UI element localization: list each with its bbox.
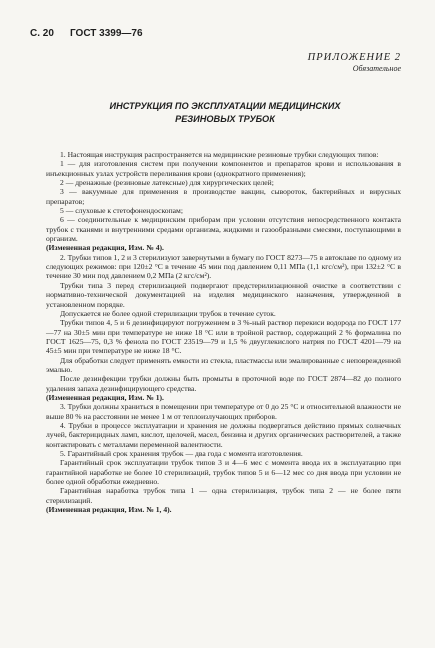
paragraph: Гарантийный срок эксплуатации трубок типов 3 и 4—6 мес с момента ввода их в эксплуатацию при гарантийной наработке не более 10 стерилизаций, трубок типов 5 и 6—12 мес со дня ввода при условии не более одной обработки ежедневно. [46,458,401,487]
paragraph: 2 — дренажные (резиновые латексные) для хирургических целей; [60,178,274,188]
document-title [40,100,410,126]
paragraph: 1. Настоящая инструкция распространяется на медицинские резиновые трубки следующих типов: [60,150,379,159]
appendix-title: ПРИЛОЖЕНИЕ 2 [307,52,401,63]
page-number: С. 20 [30,28,54,39]
paragraph: 3. Трубки должны храниться в помещении при температуре от 0 до 25 °С и относительной влажности не выше 80 % на расстоянии не менее 1 м от теплоизлучающих приборов. [46,402,401,421]
paragraph: После дезинфекции трубки должны быть промыты в проточной воде по ГОСТ 2874—82 до полного удаления запаха дезинфицирующего средства. [46,374,401,393]
paragraph: 4. Трубки в процессе эксплуатации и хранения не должны подвергаться действию прямых солнечных лучей, бактерицидных ламп, кислот, щелочей, масел, бензина и других органических растворителей, а также контактировать с металлами переменной валентности. [46,420,401,449]
paragraph: Для обработки следует применять емкости из стекла, пластмассы или эмалированные с неповрежденной эмалью. [46,355,401,374]
paragraph: 1 — для изготовления систем при получении компонентов и препаратов крови и использования в инъекционных узлах устройств переливания крови (однократного применения); [46,159,401,178]
paragraph: 5 — слуховые к стетофонендоскопам; [60,206,183,216]
paragraph: 6 — соединительные к медицинским приборам при условии отсутствия непосредственного контакта трубок с тканями и внутренними средами организма, жидкими и газообразными смесями, поступающими в организм. [46,215,401,244]
revision-note: (Измененная редакция, Изм. № 1, 4). [46,505,172,515]
paragraph: Допускается не более одной стерилизации трубок в течение суток. [60,308,276,318]
paragraph: Трубки типов 4, 5 и 6 дезинфицируют погружением в 3 %-ный раствор перекиси водорода по ГОСТ 177—77 на 30±5 мин при температуре не ниже 18 °С или в тройной раствор, содержащий 2 % формалина по ГОСТ 1625—75, 0,3 % фенола по ГОСТ 23519—79 и 1,5 % двууглекислого натрия по ГОСТ 4201—79 на 45±5 мин при температуре не ниже 18 °С. [46,318,401,356]
paragraph: Гарантийная наработка трубок типа 1 — одна стерилизация, трубок типа 2 — не более пяти стерилизаций. [46,486,401,505]
paragraph: 5. Гарантийный срок хранения трубок — два года с момента изготовления. [60,449,303,458]
revision-note: (Измененная редакция, Изм. № 1). [46,392,164,402]
paragraph: Трубки типа 3 перед стерилизацией подвергают предстерилизационной очистке в соответствии с нормативно-технической документацией на изделия медицинского назначения, утвержденной в установленном порядке. [46,280,401,309]
paragraph: 2. Трубки типов 1, 2 и 3 стерилизуют завернутыми в бумагу по ГОСТ 8273—75 в автоклаве по одному из следующих режимов: при 120±2 °С в течение 45 мин под давлением 0,11 МПа (1,1 кгс/см²), при 132±2 °С в течение 30 мин под давлением 0,2 МПа (2 кгс/см²). [46,252,401,281]
appendix-block [308,52,401,73]
appendix-note: Обязательное [352,64,401,73]
document-body [46,150,401,514]
title-line-1: ИНСТРУКЦИЯ ПО ЭКСПЛУАТАЦИИ МЕДИЦИНСКИХ [109,101,341,111]
title-line-2: РЕЗИНОВЫХ ТРУБОК [175,114,275,124]
standard-number: ГОСТ 3399—76 [70,28,143,39]
revision-note: (Измененная редакция, Изм. № 4). [46,243,164,253]
paragraph: 3 — вакуумные для применения в производстве вакцин, сывороток, бактерийных и вирусных препаратов; [46,187,401,206]
